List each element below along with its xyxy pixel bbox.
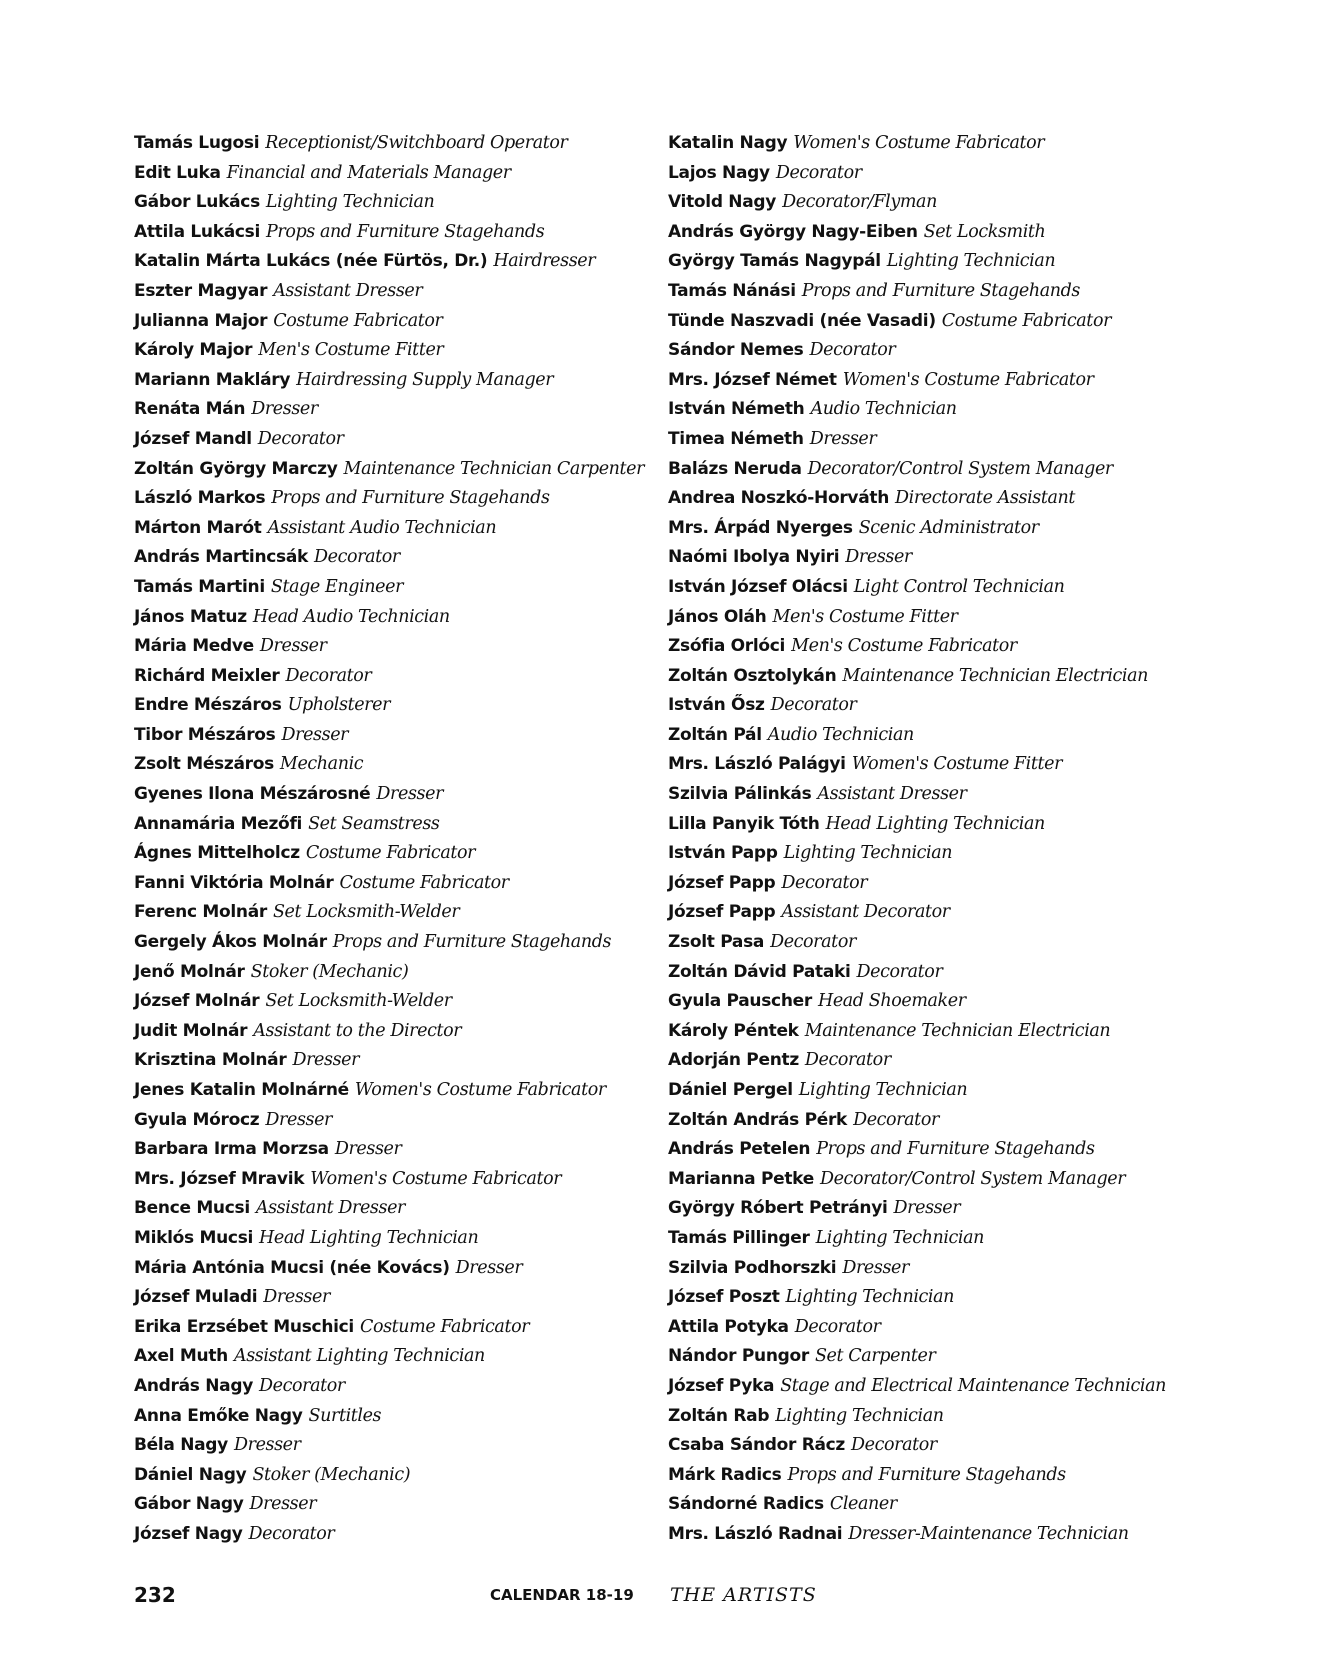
- staff-entry: [668, 483, 1188, 513]
- staff-role: Men's Costume Fitter: [258, 340, 444, 361]
- staff-entry: [134, 690, 654, 720]
- staff-role: Set Carpenter: [814, 1346, 936, 1367]
- staff-role: Dresser: [334, 1139, 402, 1160]
- staff-entry: [668, 394, 1188, 424]
- staff-name: Béla Nagy: [134, 1435, 228, 1456]
- staff-name: Zoltán Dávid Pataki: [668, 961, 851, 982]
- staff-name: Károly Major: [134, 340, 253, 361]
- staff-entry: [134, 1105, 654, 1135]
- staff-entry: [134, 1045, 654, 1075]
- staff-name: Szilvia Pálinkás: [668, 784, 812, 805]
- staff-entry: [668, 1312, 1188, 1342]
- staff-entry: [134, 128, 654, 158]
- staff-role: Dresser: [893, 1198, 961, 1219]
- staff-name: Julianna Major: [134, 310, 268, 331]
- staff-name: Katalin Márta Lukács (née Fürtös, Dr.): [134, 251, 488, 272]
- staff-name: Jenes Katalin Molnárné: [134, 1080, 349, 1100]
- staff-name: Csaba Sándor Rácz: [668, 1435, 846, 1456]
- staff-entry: [668, 424, 1188, 454]
- staff-role: Decorator: [770, 695, 857, 716]
- staff-entry: [668, 749, 1188, 779]
- staff-role: Receptionist/Switchboard Operator: [265, 133, 568, 153]
- staff-role: Assistant Decorator: [781, 902, 950, 923]
- staff-entry: [668, 1430, 1188, 1460]
- staff-role: Hairdressing Supply Manager: [296, 369, 554, 390]
- staff-name: Edit Luka: [134, 162, 221, 183]
- staff-name: Katalin Nagy: [668, 133, 788, 153]
- staff-name: Mrs. László Palágyi: [668, 754, 846, 775]
- staff-role: Lighting Technician: [815, 1227, 985, 1248]
- staff-role: Head Lighting Technician: [825, 813, 1045, 834]
- staff-role: Stoker (Mechanic): [252, 1464, 411, 1485]
- staff-name: Axel Muth: [134, 1346, 228, 1367]
- staff-entry: [134, 631, 654, 661]
- staff-name: József Molnár: [134, 991, 260, 1012]
- staff-entry: [134, 1460, 654, 1490]
- staff-role: Maintenance Technician Electrician: [804, 1020, 1111, 1041]
- staff-name: József Muladi: [134, 1287, 258, 1308]
- staff-role: Stage Engineer: [270, 576, 404, 597]
- staff-role: Dresser: [251, 399, 318, 420]
- staff-role: Head Lighting Technician: [259, 1227, 479, 1248]
- section-label: THE ARTISTS: [670, 1584, 817, 1606]
- staff-name: Ferenc Molnár: [134, 902, 267, 923]
- staff-role: Women's Costume Fabricator: [354, 1080, 606, 1100]
- staff-entry: [668, 1193, 1188, 1223]
- staff-role: Dresser: [265, 1109, 333, 1130]
- staff-name: Tamás Lugosi: [134, 133, 260, 153]
- staff-name: Szilvia Podhorszki: [668, 1257, 837, 1278]
- staff-role: Props and Furniture Stagehands: [787, 1464, 1066, 1485]
- staff-role: Lighting Technician: [265, 192, 435, 213]
- staff-name: Gergely Ákos Molnár: [134, 932, 327, 953]
- calendar-label: CALENDAR 18-19: [490, 1586, 634, 1604]
- staff-entry: [134, 957, 654, 987]
- staff-name: György Tamás Nagypál: [668, 251, 881, 272]
- staff-entry: [134, 661, 654, 691]
- staff-role: Props and Furniture Stagehands: [801, 280, 1081, 301]
- staff-role: Mechanic: [279, 754, 364, 775]
- staff-role: Dresser: [233, 1435, 301, 1456]
- staff-role: Women's Costume Fabricator: [310, 1168, 562, 1189]
- staff-role: Head Audio Technician: [252, 606, 450, 627]
- staff-name: Judit Molnár: [134, 1020, 248, 1041]
- staff-entry: [134, 1253, 654, 1283]
- staff-entry: [668, 1282, 1188, 1312]
- staff-entry: [668, 1519, 1188, 1549]
- staff-role: Scenic Administrator: [858, 517, 1039, 538]
- staff-role: Maintenance Technician Carpenter: [343, 458, 645, 479]
- staff-role: Decorator: [770, 932, 856, 953]
- staff-name: János Matuz: [134, 606, 247, 627]
- staff-name: Mrs. Árpád Nyerges: [668, 517, 853, 538]
- staff-role: Set Locksmith: [923, 221, 1046, 242]
- staff-name: Miklós Mucsi: [134, 1227, 254, 1248]
- staff-name: Zoltán Rab: [668, 1405, 770, 1426]
- staff-entry: [134, 424, 654, 454]
- staff-name: Zsófia Orlóci: [668, 636, 786, 657]
- staff-entry: [134, 1223, 654, 1253]
- staff-name: Zoltán György Marczy: [134, 458, 338, 479]
- staff-name: Zoltán András Pérk: [668, 1109, 848, 1130]
- staff-entry: [134, 720, 654, 750]
- staff-role: Decorator: [775, 162, 862, 183]
- staff-entry: [134, 927, 654, 957]
- staff-entry: [668, 897, 1188, 927]
- staff-role: Women's Costume Fabricator: [793, 133, 1045, 153]
- staff-entry: [134, 779, 654, 809]
- staff-role: Costume Fabricator: [339, 872, 509, 893]
- staff-entry: [134, 513, 654, 543]
- staff-name: Zsolt Mészáros: [134, 754, 274, 775]
- staff-role: Assistant Dresser: [255, 1198, 406, 1219]
- staff-entry: [134, 187, 654, 217]
- staff-name: Sándorné Radics: [668, 1494, 824, 1515]
- staff-entry: [668, 986, 1188, 1016]
- staff-entry: [134, 897, 654, 927]
- staff-role: Dresser: [845, 547, 912, 568]
- staff-name: Tünde Naszvadi (née Vasadi): [668, 310, 936, 331]
- staff-name: Zoltán Osztolykán: [668, 665, 837, 686]
- staff-role: Costume Fabricator: [941, 310, 1112, 331]
- staff-role: Dresser: [281, 724, 349, 745]
- staff-role: Assistant Lighting Technician: [233, 1346, 485, 1367]
- staff-entry: [668, 720, 1188, 750]
- staff-role: Lighting Technician: [785, 1287, 955, 1308]
- staff-name: Renáta Mán: [134, 399, 246, 420]
- staff-name: Zoltán Pál: [668, 724, 762, 745]
- staff-entry: [134, 1489, 654, 1519]
- staff-entry: [134, 809, 654, 839]
- staff-name: Erika Erzsébet Muschici: [134, 1316, 354, 1337]
- staff-role: Lighting Technician: [798, 1080, 968, 1100]
- staff-name: Lilla Panyik Tóth: [668, 813, 820, 834]
- staff-role: Dresser: [376, 784, 444, 805]
- staff-name: Naómi Ibolya Nyiri: [668, 547, 840, 568]
- staff-entry: [668, 1164, 1188, 1194]
- staff-role: Decorator: [285, 665, 372, 686]
- staff-entry: [668, 1075, 1188, 1105]
- staff-name: András György Nagy-Eiben: [668, 221, 918, 242]
- staff-role: Stage and Electrical Maintenance Technician: [780, 1375, 1166, 1396]
- staff-role: Directorate Assistant: [895, 488, 1076, 509]
- staff-role: Men's Costume Fabricator: [791, 636, 1017, 657]
- staff-name: Dániel Pergel: [668, 1080, 793, 1100]
- staff-entry: [134, 246, 654, 276]
- staff-name: Gyenes Ilona Mészárosné: [134, 784, 371, 805]
- staff-entry: [134, 542, 654, 572]
- staff-entry: [134, 1282, 654, 1312]
- staff-name: Eszter Magyar: [134, 280, 268, 301]
- staff-name: András Martincsák: [134, 547, 309, 568]
- staff-entry: [668, 927, 1188, 957]
- staff-entry: [668, 838, 1188, 868]
- staff-entry: [134, 1401, 654, 1431]
- staff-entry: [134, 1341, 654, 1371]
- staff-role: Assistant to the Director: [253, 1020, 462, 1041]
- staff-entry: [668, 187, 1188, 217]
- staff-entry: [668, 572, 1188, 602]
- staff-name: István Ősz: [668, 695, 765, 716]
- staff-entry: [668, 1223, 1188, 1253]
- staff-role: Dresser: [292, 1050, 360, 1071]
- staff-name: Tamás Pillinger: [668, 1227, 810, 1248]
- staff-entry: [134, 572, 654, 602]
- staff-entry: [668, 1371, 1188, 1401]
- staff-entry: [668, 957, 1188, 987]
- staff-name: Zsolt Pasa: [668, 932, 765, 953]
- staff-name: Gábor Nagy: [134, 1494, 244, 1515]
- staff-role: Decorator: [794, 1316, 881, 1337]
- staff-role: Costume Fabricator: [305, 843, 476, 864]
- staff-name: Attila Lukácsi: [134, 221, 260, 242]
- staff-role: Maintenance Technician Electrician: [842, 665, 1149, 686]
- staff-name: Márton Marót: [134, 517, 262, 538]
- staff-role: Decorator: [851, 1435, 937, 1456]
- staff-entry: [668, 365, 1188, 395]
- staff-role: Decorator: [804, 1050, 891, 1071]
- staff-entry: [668, 690, 1188, 720]
- staff-entry: [668, 306, 1188, 336]
- staff-entry: [668, 335, 1188, 365]
- staff-name: József Poszt: [668, 1287, 780, 1308]
- staff-entry: [668, 276, 1188, 306]
- staff-entry: [668, 1489, 1188, 1519]
- staff-entry: [134, 335, 654, 365]
- staff-entry: [668, 1253, 1188, 1283]
- staff-role: Decorator: [781, 872, 868, 893]
- staff-name: József Papp: [668, 902, 776, 923]
- staff-role: Decorator: [856, 961, 943, 982]
- staff-entry: [134, 394, 654, 424]
- staff-name: Tamás Nánási: [668, 280, 796, 301]
- staff-name: Richárd Meixler: [134, 665, 280, 686]
- staff-entry: [668, 868, 1188, 898]
- staff-entry: [134, 217, 654, 247]
- staff-name: Andrea Noszkó-Horváth: [668, 488, 890, 509]
- staff-role: Lighting Technician: [886, 251, 1056, 272]
- staff-entry: [134, 1134, 654, 1164]
- staff-name: Timea Németh: [668, 428, 804, 449]
- staff-role: Decorator: [258, 1375, 345, 1396]
- staff-role: Audio Technician: [810, 399, 957, 420]
- staff-entry: [668, 542, 1188, 572]
- staff-name: György Róbert Petrányi: [668, 1198, 888, 1219]
- staff-role: Assistant Audio Technician: [267, 517, 497, 538]
- staff-name: Lajos Nagy: [668, 162, 770, 183]
- staff-name: András Petelen: [668, 1139, 811, 1160]
- staff-name: Vitold Nagy: [668, 192, 777, 213]
- staff-name: Barbara Irma Morzsa: [134, 1139, 329, 1160]
- staff-entry: [134, 276, 654, 306]
- staff-role: Decorator: [314, 547, 400, 568]
- staff-name: Anna Emőke Nagy: [134, 1405, 303, 1426]
- staff-name: Adorján Pentz: [668, 1050, 799, 1071]
- staff-name: Krisztina Molnár: [134, 1050, 287, 1071]
- staff-name: Fanni Viktória Molnár: [134, 872, 334, 893]
- staff-role: Hairdresser: [493, 251, 596, 272]
- staff-entry: [134, 749, 654, 779]
- staff-name: Bence Mucsi: [134, 1198, 250, 1219]
- staff-role: Audio Technician: [767, 724, 914, 745]
- staff-role: Women's Costume Fabricator: [842, 369, 1094, 390]
- staff-role: Financial and Materials Manager: [226, 162, 511, 183]
- staff-entry: [668, 1045, 1188, 1075]
- staff-role: Dresser: [249, 1494, 317, 1515]
- staff-entry: [668, 602, 1188, 632]
- staff-entry: [668, 217, 1188, 247]
- staff-entry: [134, 1075, 654, 1105]
- staff-entry: [668, 128, 1188, 158]
- staff-role: Women's Costume Fitter: [851, 754, 1063, 775]
- staff-name: Marianna Petke: [668, 1168, 814, 1189]
- staff-entry: [134, 365, 654, 395]
- staff-role: Decorator/Control System Manager: [807, 458, 1113, 479]
- staff-name: Endre Mészáros: [134, 695, 282, 716]
- staff-entry: [668, 158, 1188, 188]
- staff-role: Cleaner: [829, 1494, 897, 1515]
- staff-role: Dresser-Maintenance Technician: [848, 1523, 1129, 1544]
- staff-entry: [134, 1519, 654, 1549]
- staff-role: Set Locksmith-Welder: [265, 991, 452, 1012]
- staff-name: István Papp: [668, 843, 778, 864]
- staff-name: István Németh: [668, 399, 805, 420]
- staff-name: László Markos: [134, 488, 266, 509]
- staff-name: Ágnes Mittelholcz: [134, 843, 300, 864]
- staff-entry: [134, 1016, 654, 1046]
- staff-role: Decorator/Control System Manager: [819, 1168, 1126, 1189]
- staff-name: József Papp: [668, 872, 776, 893]
- staff-role: Upholsterer: [287, 695, 391, 716]
- staff-role: Assistant Dresser: [273, 280, 423, 301]
- staff-role: Men's Costume Fitter: [772, 606, 958, 627]
- staff-name: Mária Medve: [134, 636, 254, 657]
- staff-role: Dresser: [842, 1257, 909, 1278]
- staff-entry: [668, 1460, 1188, 1490]
- staff-role: Stoker (Mechanic): [250, 961, 409, 982]
- staff-role: Light Control Technician: [853, 576, 1065, 597]
- staff-list-left-column: [134, 128, 654, 1549]
- staff-name: Tibor Mészáros: [134, 724, 276, 745]
- staff-name: Gyula Pauscher: [668, 991, 812, 1012]
- staff-entry: [134, 454, 654, 484]
- staff-name: József Nagy: [134, 1523, 243, 1544]
- staff-role: Set Locksmith-Welder: [272, 902, 460, 923]
- staff-entry: [134, 838, 654, 868]
- staff-name: Mariann Makláry: [134, 369, 291, 390]
- staff-entry: [134, 1371, 654, 1401]
- staff-role: Dresser: [259, 636, 327, 657]
- staff-entry: [134, 483, 654, 513]
- staff-role: Props and Furniture Stagehands: [816, 1139, 1095, 1160]
- staff-role: Costume Fabricator: [273, 310, 443, 331]
- staff-entry: [134, 602, 654, 632]
- staff-role: Decorator: [248, 1523, 335, 1544]
- staff-name: Mrs. László Radnai: [668, 1523, 843, 1544]
- staff-entry: [668, 454, 1188, 484]
- staff-entry: [134, 1430, 654, 1460]
- staff-role: Decorator: [853, 1109, 939, 1130]
- staff-name: Nándor Pungor: [668, 1346, 809, 1367]
- staff-name: Dániel Nagy: [134, 1464, 247, 1485]
- staff-name: Annamária Mezőfi: [134, 813, 303, 834]
- staff-name: Attila Potyka: [668, 1316, 789, 1337]
- staff-entry: [668, 513, 1188, 543]
- staff-role: Lighting Technician: [775, 1405, 944, 1426]
- staff-role: Props and Furniture Stagehands: [271, 488, 550, 509]
- staff-role: Dresser: [809, 428, 877, 449]
- staff-entry: [668, 1401, 1188, 1431]
- staff-name: József Pyka: [668, 1375, 775, 1396]
- staff-entry: [134, 1164, 654, 1194]
- staff-entry: [668, 1105, 1188, 1135]
- staff-role: Decorator/Flyman: [782, 192, 937, 213]
- staff-role: Assistant Dresser: [817, 784, 967, 805]
- page-number: 232: [134, 1583, 176, 1607]
- staff-name: Márk Radics: [668, 1464, 782, 1485]
- staff-name: Károly Péntek: [668, 1020, 799, 1041]
- staff-name: Balázs Neruda: [668, 458, 802, 479]
- staff-name: Jenő Molnár: [134, 961, 245, 982]
- staff-entry: [668, 246, 1188, 276]
- staff-entry: [134, 868, 654, 898]
- staff-name: Tamás Martini: [134, 576, 265, 597]
- staff-name: József Mandl: [134, 428, 252, 449]
- staff-entry: [668, 1016, 1188, 1046]
- staff-name: Mária Antónia Mucsi (née Kovács): [134, 1257, 450, 1278]
- staff-name: Gábor Lukács: [134, 192, 260, 213]
- staff-name: Mrs. József Német: [668, 369, 837, 390]
- staff-role: Head Shoemaker: [817, 991, 966, 1012]
- staff-entry: [134, 306, 654, 336]
- staff-entry: [668, 1341, 1188, 1371]
- staff-entry: [134, 986, 654, 1016]
- staff-role: Decorator: [257, 428, 344, 449]
- staff-role: Props and Furniture Stagehands: [266, 221, 545, 242]
- staff-name: Gyula Mórocz: [134, 1109, 260, 1130]
- staff-entry: [668, 809, 1188, 839]
- staff-entry: [134, 158, 654, 188]
- staff-name: Mrs. József Mravik: [134, 1168, 305, 1189]
- staff-entry: [668, 1134, 1188, 1164]
- staff-role: Decorator: [809, 340, 896, 361]
- staff-list-right-column: [668, 128, 1188, 1549]
- staff-entry: [134, 1312, 654, 1342]
- staff-entry: [668, 631, 1188, 661]
- staff-role: Costume Fabricator: [359, 1316, 530, 1337]
- staff-entry: [134, 1193, 654, 1223]
- staff-role: Props and Furniture Stagehands: [332, 932, 612, 953]
- staff-name: János Oláh: [668, 606, 767, 627]
- staff-name: István József Olácsi: [668, 576, 848, 597]
- staff-role: Dresser: [455, 1257, 523, 1278]
- staff-role: Surtitles: [308, 1405, 382, 1426]
- staff-name: András Nagy: [134, 1375, 253, 1396]
- staff-entry: [668, 779, 1188, 809]
- staff-entry: [668, 661, 1188, 691]
- staff-role: Lighting Technician: [783, 843, 953, 864]
- staff-role: Dresser: [263, 1287, 330, 1308]
- staff-name: Sándor Nemes: [668, 340, 804, 361]
- staff-role: Set Seamstress: [308, 813, 440, 834]
